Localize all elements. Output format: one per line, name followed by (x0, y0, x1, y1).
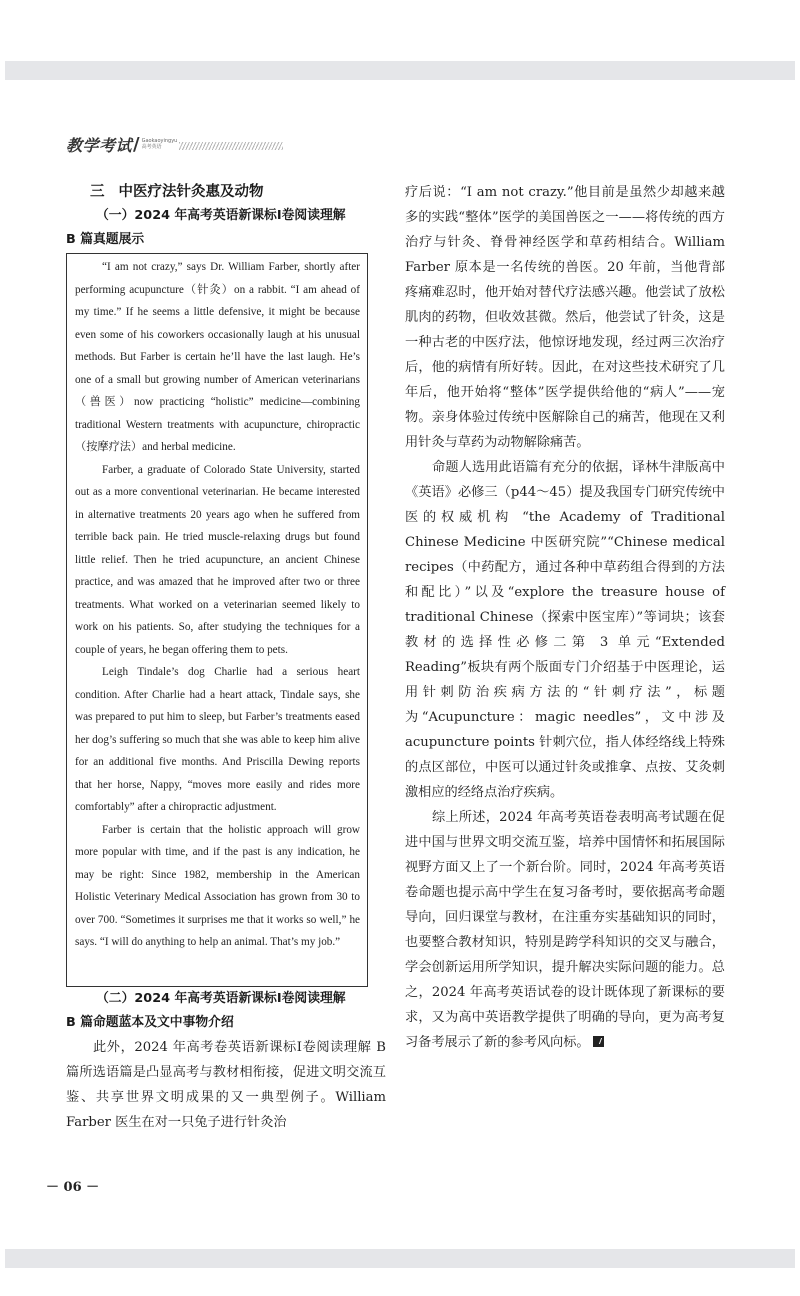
header-hatch-decoration (179, 142, 283, 150)
right-column (405, 180, 725, 1055)
top-band (5, 61, 795, 80)
right-paragraph-2: 命题人选用此语篇有充分的依据，译林牛津版高中《英语》必修三（p44～45）提及我国专门研究传统中医的权威机构 “the Academy of Traditional Chinese Medicine 中医研究院”“Chinese medical recipes（中药配方，通过各种中草药组合得到的方法和配比）”以及“explore the treasure house of traditional Chinese（探索中医宝库）”等词块；该套教材的选择性必修二第 3 单元“Extended Reading”板块有两个版面专门介绍基于中医理论，运用针刺防治疾病方法的“针刺疗法”，标题为“Acupuncture：magic needles”，文中涉及 acupuncture points 针刺穴位，指人体经络线上特殊的点区部位，中医可以通过针灸或推拿、点按、艾灸刺激相应的经络点治疗疾病。 (405, 460, 725, 800)
passage-paragraph-3: Leigh Tindale’s dog Charlie had a serious heart condition. After Charlie had a heart attack, Tindale says, she was prepared to put him to sleep, but Farber’s treatments eased her dog’s suffering so much that she was able to keep him alive for an additional five months. And Priscilla Dewing reports that her horse, Nappy, “moves more easily and rides more comfortably” after a chiropractic adjustment. (75, 666, 360, 813)
section-title (90, 180, 386, 204)
logo-sub-line2: 高考英语 (141, 144, 162, 150)
bottom-band (5, 1249, 795, 1268)
journal-header (66, 133, 283, 155)
right-paragraph-3-text: 综上所述，2024 年高考英语卷表明高考试题在促进中国与世界文明交流互鉴，培养中国情怀和拓展国际视野方面又上了一个新台阶。同时，2024 年高考英语卷命题也提示高中学生在复习备考时，要依据高考命题导向，回归课堂与教材，在注重夯实基础知识的同时，也要整合教材知识，特别是跨学科知识的交叉与融合，学会创新运用所学知识，提升解决实际问题的能力。总之，2024 年高考英语试卷的设计既体现了新课标的要求，又为高中英语教学提供了明确的导向，更为高考复习备考展示了新的参考风向标。 (405, 810, 725, 1050)
right-paragraph-1: 疗后说：“I am not crazy.”他目前是虽然少却越来越多的实践“整体”医学的美国兽医之一——将传统的西方治疗与针灸、脊骨神经医学和草药相结合。William Farber 原本是一名传统的兽医。20 年前，当他背部疼痛难忍时，他开始对替代疗法感兴趣。他尝试了放松肌肉的药物，但收效甚微。然后，他尝试了针灸，这是一种古老的中医疗法，他惊讶地发现，经过两三次治疗后，他的病情有所好转。因此，在对这些技术研究了几年后，他开始将“整体”医学提供给他的“病人”——宠物。亲身体验过传统中医解除自己的痛苦，他现在又利用针灸与草药为动物解除痛苦。 (405, 185, 725, 450)
section-title-text: 中医疗法针灸惠及动物 (118, 184, 264, 200)
exam-passage-box (66, 253, 368, 987)
end-mark-icon (593, 1036, 604, 1047)
right-paragraph-3 (405, 805, 725, 1055)
left-column (66, 180, 386, 1135)
page-number: － 06 － (46, 1180, 100, 1195)
passage-paragraph-2: Farber, a graduate of Colorado State University, started out as a more conventional veterinarian. He became interested in alternative treatments 20 years ago when he suffered from terrible back pain. He tried muscle-relaxing drugs but found little relief. Then he tried acupuncture, an ancient Chinese practice, and was amazed that he improved after two or three treatments. What worked on a veterinarian seemed likely to work on his patients. So, after studying the techniques for a couple of years, he began offering them to pets. (75, 463, 360, 656)
logo-subtitle (142, 138, 178, 150)
logo-sub-line1: Gaokaoyingyu (141, 138, 178, 144)
passage-paragraph-1: “I am not crazy,” says Dr. William Farber, shortly after performing acupuncture（针灸）on a rabbit. “I am ahead of my time.” If he seems a little defensive, it might be because even some of his coworkers occasionally laugh at his unusual methods. But Farber is certain he’ll have the last laugh. He’s one of a small but growing number of American veterinarians（兽医）now practicing “holistic” medicine—combining traditional Western treatments with acupuncture, chiropractic（按摩疗法）and herbal medicine. (75, 261, 360, 453)
subsection-2-line2: B 篇命题蓝本及文中事物介绍 (66, 1015, 234, 1030)
subsection-2-line1: （二）2024 年高考英语新课标Ⅰ卷阅读理解 (96, 991, 346, 1006)
subsection-1-heading (66, 204, 386, 252)
passage-paragraph-4: Farber is certain that the holistic approach will grow more popular with time, and if the past is any indication, he may be right: Since 1982, membership in the American Holistic Veterinary Medical Association has grown from 30 to over 700. “Sometimes it surprises me that it works so well,” he says. “I will do anything to help an animal. That’s my job.” (75, 823, 360, 948)
subsection-1-line2: B 篇真题展示 (66, 232, 145, 247)
journal-logo: 教学考试 (66, 135, 133, 155)
left-body-paragraph: 此外，2024 年高考卷英语新课标Ⅰ卷阅读理解 B 篇所选语篇是凸显高考与教材相衔接，促进文明交流互鉴、共享世界文明成果的又一典型例子。William Farber 医生在对一只兔子进行针灸治 (66, 1040, 386, 1130)
subsection-2-heading (66, 987, 386, 1035)
section-numeral: 三 (90, 184, 105, 200)
logo-slash: / (133, 133, 140, 155)
subsection-1-line1: （一）2024 年高考英语新课标Ⅰ卷阅读理解 (96, 208, 346, 223)
